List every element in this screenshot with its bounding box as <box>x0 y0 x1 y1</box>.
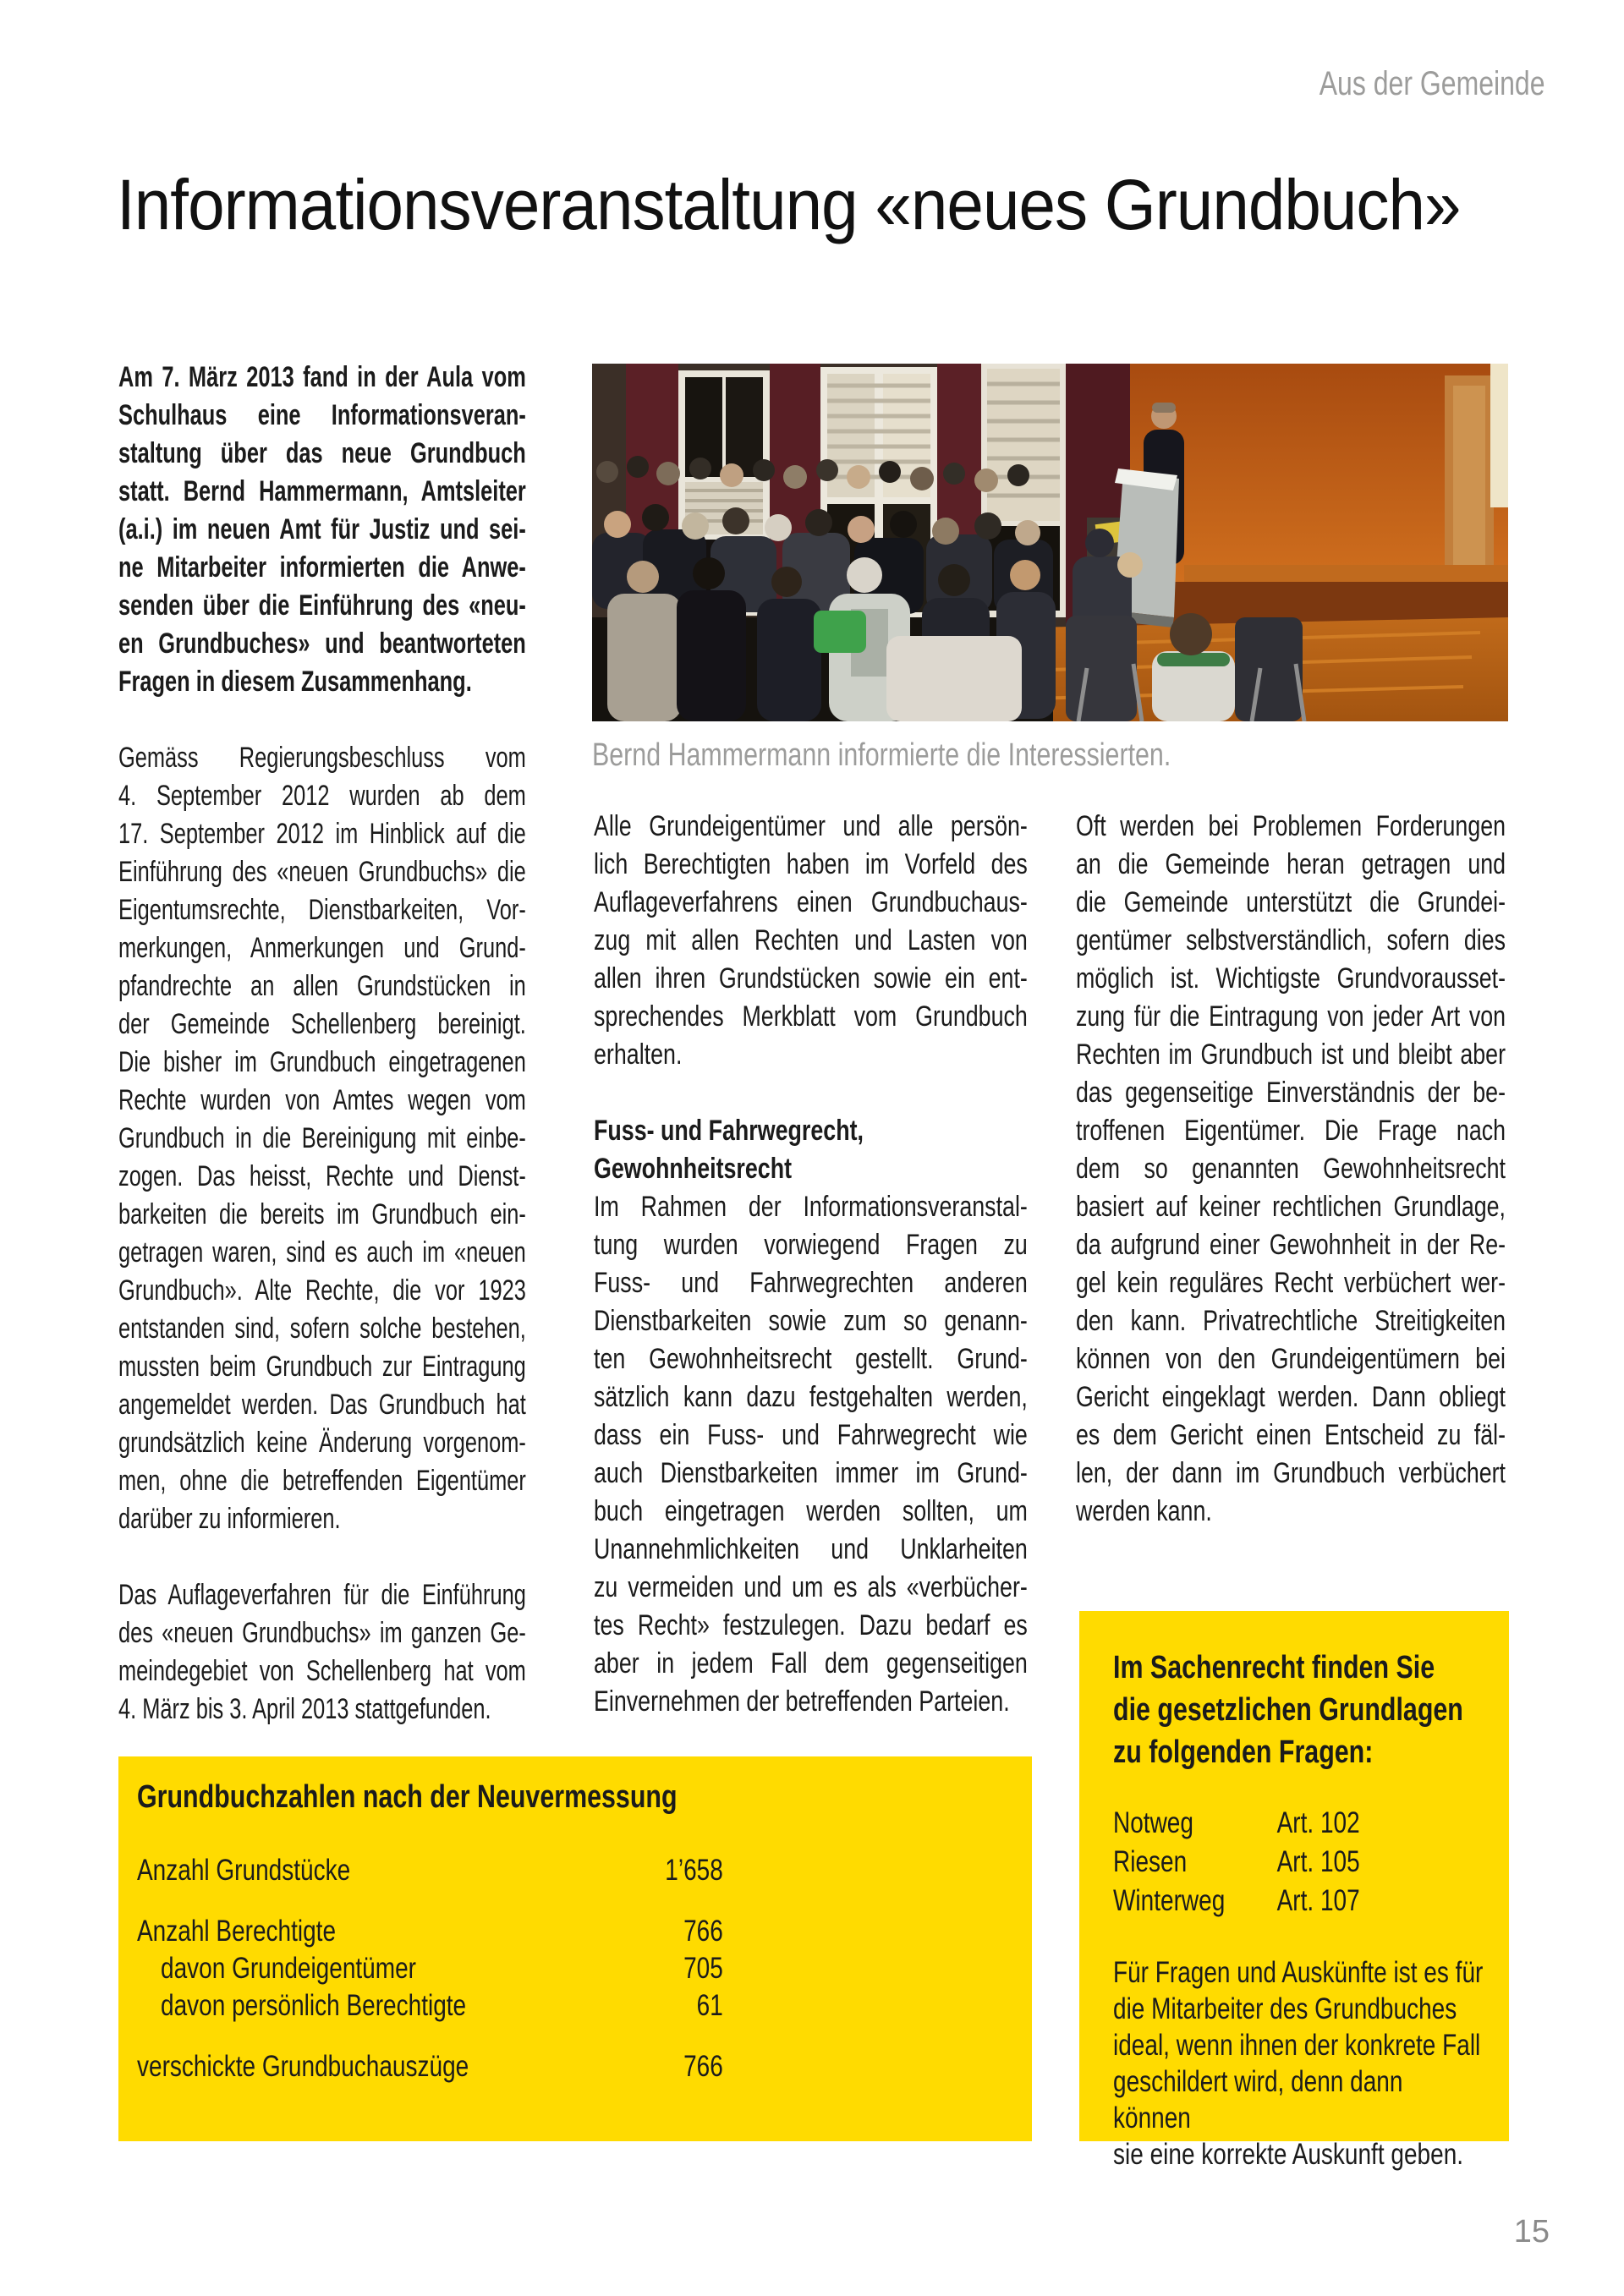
text-line: die Mitarbeiter des Grundbuches <box>1113 1992 1457 2025</box>
text-line: Einführung des «neuen Grundbuchs» die <box>118 856 526 888</box>
page-number: 15 <box>1513 2214 1550 2249</box>
text-line: aber in jedem Fall dem gegenseitigen <box>594 1647 1028 1680</box>
row-label: davon persönlich Berechtigte <box>161 1989 467 2022</box>
table-row <box>137 1913 723 1950</box>
paragraph <box>118 359 526 701</box>
text-line: ten Gewohnheitsrecht gestellt. Grund- <box>594 1343 1028 1375</box>
text-line: en Grundbuches» und beantworteten <box>118 627 526 660</box>
text-line: lich Berechtigten haben im Vorfeld des <box>594 848 1028 880</box>
article-number: Art. 105 <box>1276 1845 1360 1878</box>
text-line: sätzlich kann dazu festgehalten werden, <box>594 1381 1028 1413</box>
sachenrecht-paragraph <box>1113 1954 1484 2173</box>
event-photo <box>592 364 1508 721</box>
text-line: basiert auf keiner rechtlichen Grundlage, <box>1076 1191 1506 1223</box>
text-line: allen ihren Grundstücken sowie ein ent- <box>594 962 1028 995</box>
text-line: grundsätzlich keine Änderung vorgenom- <box>118 1427 526 1459</box>
article-row <box>1113 1804 1484 1843</box>
text-line: Dienstbarkeiten sowie zum so genann- <box>594 1305 1028 1337</box>
text-line: zu folgenden Fragen: <box>1113 1734 1374 1770</box>
text-line: Fuss- und Fahrwegrechten anderen <box>594 1267 1028 1299</box>
article-column-1 <box>118 359 526 1767</box>
text-line: statt. Bernd Hammermann, Amtsleiter <box>118 475 526 507</box>
text-line: gentümer selbstverständlich, sofern dies <box>1076 924 1506 956</box>
text-line: sprechendes Merkblatt vom Grundbuch <box>594 1000 1028 1033</box>
text-line: der Gemeinde Schellenberg bereinigt. <box>118 1008 526 1040</box>
row-value: 1’658 <box>665 1854 723 1887</box>
article-label: Winterweg <box>1113 1884 1226 1917</box>
text-line: Fragen in diesem Zusammenhang. <box>118 666 472 698</box>
text-line: troffenen Eigentümer. Die Frage nach <box>1076 1115 1506 1147</box>
text-line: Das Auflageverfahren für die Einführung <box>118 1579 526 1611</box>
text-line: meindegebiet von Schellenberg hat vom <box>118 1655 526 1687</box>
paragraph <box>118 739 526 1538</box>
text-line: gel kein reguläres Recht verbüchert wer- <box>1076 1267 1506 1299</box>
sachenrecht-box <box>1079 1611 1509 2171</box>
text-line: möglich ist. Wichtigste Grundvorausset- <box>1076 962 1506 995</box>
text-line: das gegenseitige Einverständnis der be- <box>1076 1077 1506 1109</box>
grundbuchzahlen-table <box>137 1852 723 2085</box>
text-line: da aufgrund einer Gewohnheit in der Re- <box>1076 1229 1506 1261</box>
row-label: Anzahl Grundstücke <box>137 1854 351 1887</box>
text-line: werden kann. <box>1076 1495 1212 1527</box>
text-line: Unannehmlichkeiten und Unklarheiten <box>594 1533 1028 1565</box>
text-line: es dem Gericht einen Entscheid zu fäl- <box>1076 1419 1506 1451</box>
text-line: staltung über das neue Grundbuch <box>118 437 526 469</box>
text-line: Gewohnheitsrecht <box>594 1153 793 1185</box>
text-line: senden über die Einführung des «neu- <box>118 589 526 622</box>
grundbuchzahlen-title: Grundbuchzahlen nach der Neuvermessung <box>137 1779 678 1815</box>
article-number: Art. 107 <box>1276 1884 1360 1917</box>
text-line: Schulhaus eine Informationsveran- <box>118 399 526 431</box>
text-line: Grundbuch». Alte Rechte, die vor 1923 <box>118 1274 526 1307</box>
photo-caption: Bernd Hammermann informierte die Interessierten. <box>592 737 1171 773</box>
text-line: 17. September 2012 im Hinblick auf die <box>118 818 526 850</box>
row-label: davon Grundeigentümer <box>161 1952 416 1985</box>
text-line: zug mit allen Rechten und Lasten von <box>594 924 1028 956</box>
text-line: Eigentumsrechte, Dienstbarkeiten, Vor- <box>118 894 526 926</box>
section-kicker: Aus der Gemeinde <box>1320 65 1545 102</box>
table-row <box>137 1852 723 1889</box>
text-line: buch eingetragen werden sollten, um <box>594 1495 1028 1527</box>
text-line: ideal, wenn ihnen der konkrete Fall <box>1113 2029 1481 2062</box>
row-label: verschickte Grundbuchauszüge <box>137 2050 469 2083</box>
text-line: getragen waren, sind es auch im «neuen <box>118 1236 526 1269</box>
article-label: Notweg <box>1113 1806 1193 1839</box>
article-label: Riesen <box>1113 1845 1188 1878</box>
paragraph <box>118 1576 526 1729</box>
text-line: mussten beim Grundbuch zur Eintragung <box>118 1351 526 1383</box>
text-line: können von den Grundeigentümern bei <box>1076 1343 1506 1375</box>
text-line: Auflageverfahrens einen Grundbuchaus- <box>594 886 1028 918</box>
article-row <box>1113 1843 1484 1882</box>
paragraph <box>594 1188 1028 1721</box>
text-line: Einvernehmen der betreffenden Parteien. <box>594 1685 1010 1718</box>
text-line: 4. September 2012 wurden ab dem <box>118 780 526 812</box>
text-line: Fuss- und Fahrwegrecht, <box>594 1115 864 1147</box>
text-line: dass ein Fuss- und Fahrwegrecht wie <box>594 1419 1028 1451</box>
text-line: erhalten. <box>594 1038 683 1071</box>
text-line: die Gemeinde unterstützt die Grundei- <box>1076 886 1506 918</box>
subheading <box>594 1112 1028 1188</box>
row-value: 766 <box>683 1915 723 1948</box>
table-row <box>137 2048 723 2085</box>
text-line: ne Mitarbeiter informierten die Anwe- <box>118 551 526 584</box>
article-number: Art. 102 <box>1276 1806 1360 1839</box>
article-column-2 <box>594 808 1028 1759</box>
text-line: men, ohne die betreffenden Eigentümer <box>118 1465 526 1497</box>
text-line: Rechten im Grundbuch ist und bleibt aber <box>1076 1038 1506 1071</box>
text-line: Im Sachenrecht finden Sie <box>1113 1650 1435 1685</box>
text-line: Gericht eingeklagt werden. Dann obliegt <box>1076 1381 1506 1413</box>
text-line: Für Fragen und Auskünfte ist es für <box>1113 1956 1484 1989</box>
table-row <box>137 1950 723 1987</box>
grundbuchzahlen-box <box>118 1756 1032 2141</box>
paragraph <box>1076 808 1506 1531</box>
text-line: tung wurden vorwiegend Fragen zu <box>594 1229 1028 1261</box>
text-line: des «neuen Grundbuchs» im ganzen Ge- <box>118 1617 526 1649</box>
text-line: Grundbuch in die Bereinigung mit einbe- <box>118 1122 526 1154</box>
text-line: den kann. Privatrechtliche Streitigkeiten <box>1076 1305 1506 1337</box>
article-row <box>1113 1882 1484 1921</box>
text-line: an die Gemeinde heran getragen und <box>1076 848 1506 880</box>
row-value: 766 <box>683 2050 723 2083</box>
row-label: Anzahl Berechtigte <box>137 1915 337 1948</box>
text-line: entstanden sind, sofern solche bestehen, <box>118 1312 526 1345</box>
text-line: Die bisher im Grundbuch eingetragenen <box>118 1046 526 1078</box>
text-line: darüber zu informieren. <box>118 1503 341 1535</box>
text-line: auch Dienstbarkeiten immer im Grund- <box>594 1457 1028 1489</box>
text-line: Alle Grundeigentümer und alle persön- <box>594 810 1028 842</box>
text-line: len, der dann im Grundbuch verbüchert <box>1076 1457 1506 1489</box>
text-line: Rechte wurden von Amtes wegen vom <box>118 1084 526 1116</box>
text-line: zu vermeiden und um es als «verbücher- <box>594 1571 1028 1603</box>
text-line: Im Rahmen der Informationsveranstal- <box>594 1191 1028 1223</box>
table-row <box>137 1987 723 2025</box>
text-line: merkungen, Anmerkungen und Grund- <box>118 932 526 964</box>
text-line: geschildert wird, denn dann können <box>1113 2065 1403 2134</box>
text-line: dem so genannten Gewohnheitsrecht <box>1076 1153 1506 1185</box>
text-line: pfandrechte an allen Grundstücken in <box>118 970 526 1002</box>
sachenrecht-heading <box>1113 1647 1484 1773</box>
text-line: Gemäss Regierungsbeschluss vom <box>118 742 526 774</box>
article-column-3 <box>1076 808 1506 1569</box>
text-line: (a.i.) im neuen Amt für Justiz und sei- <box>118 513 526 545</box>
text-line: Am 7. März 2013 fand in der Aula vom <box>118 361 526 393</box>
text-line: zogen. Das heisst, Rechte und Dienst- <box>118 1160 526 1192</box>
sachenrecht-articles <box>1113 1804 1484 1921</box>
text-line: Oft werden bei Problemen Forderungen <box>1076 810 1506 842</box>
paragraph <box>594 808 1028 1074</box>
text-line: die gesetzlichen Grundlagen <box>1113 1692 1463 1728</box>
row-value: 61 <box>696 1989 723 2022</box>
text-line: 4. März bis 3. April 2013 stattgefunden. <box>118 1693 491 1725</box>
text-line: angemeldet werden. Das Grundbuch hat <box>118 1389 526 1421</box>
text-line: barkeiten die bereits im Grundbuch ein- <box>118 1198 526 1230</box>
page-title: Informationsveranstaltung «neues Grundbuch» <box>117 165 1461 244</box>
text-line: sie eine korrekte Auskunft geben. <box>1113 2138 1464 2171</box>
row-value: 705 <box>683 1952 723 1985</box>
text-line: tes Recht» festzulegen. Dazu bedarf es <box>594 1609 1028 1641</box>
text-line: zung für die Eintragung von jeder Art von <box>1076 1000 1506 1033</box>
